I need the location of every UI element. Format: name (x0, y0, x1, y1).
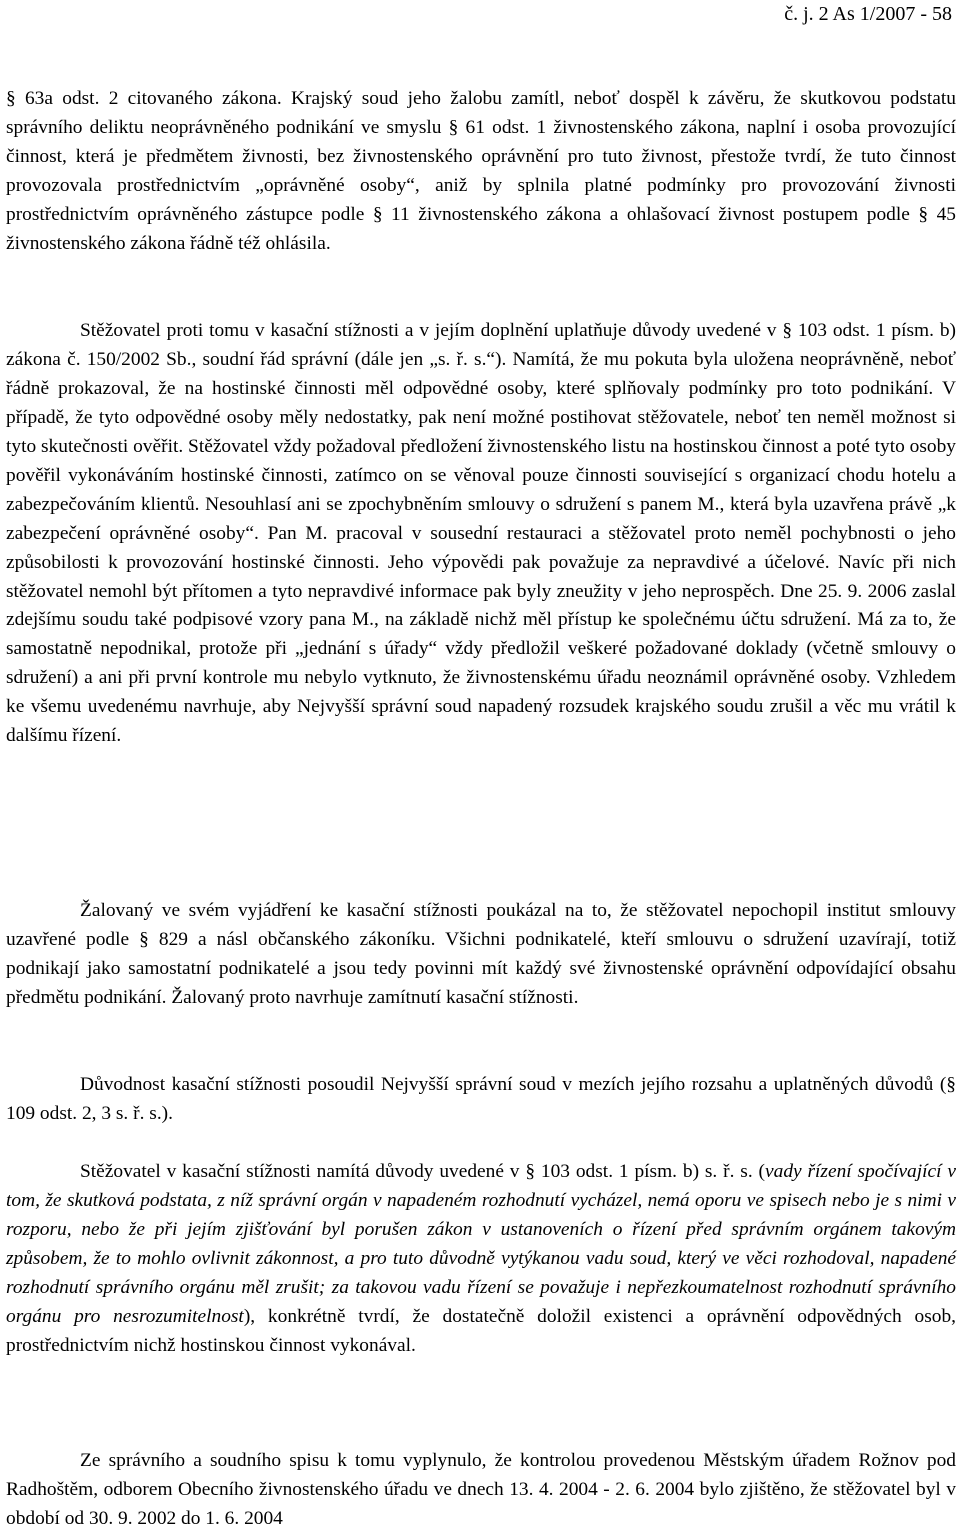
paragraph-file-findings: Ze správního a soudního spisu k tomu vyplynulo, že kontrolou provedenou Městským úřadem Rožnov pod Radhoštěm, odborem Obecního živnostenského úřadu ve dnech 13. 4. 2004 - 2. 6. 2004 bylo zjištěno, že stěžovatel byl v období od 30. 9. 2002 do 1. 6. 2004 (6, 1450, 956, 1530)
grounds-italic-quote: vady řízení spočívající v tom, že skutková podstata, z níž správní orgán v napadeném rozhodnutí vycházel, nemá oporu ve spisech nebo je s nimi v rozporu, nebo že při jejím zjišťování byl porušen zákon v ustanoveních o řízení před správním orgánem takovým způsobem, že to mohlo ovlivnit zákonnost, a pro tuto důvodně vytýkanou vadu soud, který ve věci rozhodoval, napadené rozhodnutí správního orgánu měl zrušit; za takovou vadu řízení se považuje i nepřezkoumatelnost rozhodnutí správního orgánu pro nesrozumitelnost (6, 1161, 956, 1327)
grounds-rest-text: ), konkrétně tvrdí, že dostatečně doložil existenci a oprávnění odpovědných osob, prostřednictvím nichž hostinskou činnost vykonával. (6, 1305, 957, 1356)
paragraph-defendant-response: Žalovaný ve svém vyjádření ke kasační stížnosti poukázal na to, že stěžovatel nepochopil institut smlouvy uzavřené podle § 829 a násl občanského zákoníku. Všichni podnikatelé, kteří smlouvu o sdružení uzavírají, totiž podnikají jako samostatní podnikatelé a jsou tedy povinni mít každý své živnostenské oprávnění odpovídající obsahu předmětu podnikání. Žalovaný proto navrhuje zamítnutí kasační stížnosti. (6, 900, 956, 1009)
paragraph-cassation-grounds (6, 1158, 956, 1360)
paragraph-continuation: § 63a odst. 2 citovaného zákona. Krajský soud jeho žalobu zamítl, neboť dospěl k závěru, že skutkovou podstatu správního deliktu neoprávněného podnikání ve smyslu § 61 odst. 1 živnostenského zákona, naplní i osoba provozující činnost, která je předmětem živnosti, bez živnostenského oprávnění pro tuto živnost, přestože tvrdí, že tuto činnost provozovala prostřednictvím „oprávněné osoby“, aniž by splnila platné podmínky pro provozování živnosti prostřednictvím oprávněného zástupce podle § 11 živnostenského zákona a ohlašovací živnost postupem podle § 45 živnostenského zákona řádně též ohlásila. (6, 88, 956, 254)
paragraph-complainant-arguments: Stěžovatel proti tomu v kasační stížnosti a v jejím doplnění uplatňuje důvody uvedené v § 103 odst. 1 písm. b) zákona č. 150/2002 Sb., soudní řád správní (dále jen „s. ř. s.“). Namítá, že mu pokuta byla uložena neoprávněně, neboť řádně prokazoval, že na hostinské činnosti měl odpovědné osoby, které splňovaly podmínky pro toto podnikání. V případě, že tyto odpovědné osoby měly nedostatky, pak není možné postihovat stěžovatele, neboť ten neměl možnost si tyto skutečnosti ověřit. Stěžovatel vždy požadoval předložení živnostenského listu na hostinskou činnost a poté tyto osoby pověřil vykonáváním hostinské činnosti, zatímco on se věnoval pouze činnosti související s organizací chodu hotelu a zabezpečováním klientů. Nesouhlasí ani se zpochybněním smlouvy o sdružení s panem M., která byla uzavřena právě „k zabezpečení oprávněné osoby“. Pan M. pracoval v sousední restauraci a stěžovatel proto neměl pochybnosti o jeho způsobilosti k provozování hostinské činnosti. Jeho výpovědi pak považuje za nepravdivé a účelové. Navíc při nich stěžovatel nemohl být přítomen a tyto nepravdivé informace pak byly zneužity v jeho neprospěch. Dne 25. 9. 2006 zaslal zdejšímu soudu také podpisové vzory pana M., na základě nichž měl přístup ke společnému účtu sdružení. Má za to, že samostatně nepodnikal, protože při „jednání s úřady“ vždy předložil veškeré požadované doklady (včetně smlouvy o sdružení) a ani při první kontrole mu nebylo vytknuto, že živnostenskému úřadu neoznámil oprávněné osoby. Vzhledem ke všemu uvedenému navrhuje, aby Nejvyšší správní soud napadený rozsudek krajského soudu zrušil a věc mu vrátil k dalšímu řízení. (6, 320, 956, 747)
paragraph-court-review: Důvodnost kasační stížnosti posoudil Nejvyšší správní soud v mezích jejího rozsahu a uplatněných důvodů (§ 109 odst. 2, 3 s. ř. s.). (6, 1074, 956, 1125)
case-reference: č. j. 2 As 1/2007 - 58 (784, 3, 952, 25)
grounds-intro-text: Stěžovatel v kasační stížnosti namítá důvody uvedené v § 103 odst. 1 písm. b) s. ř. s. ( (80, 1161, 766, 1183)
